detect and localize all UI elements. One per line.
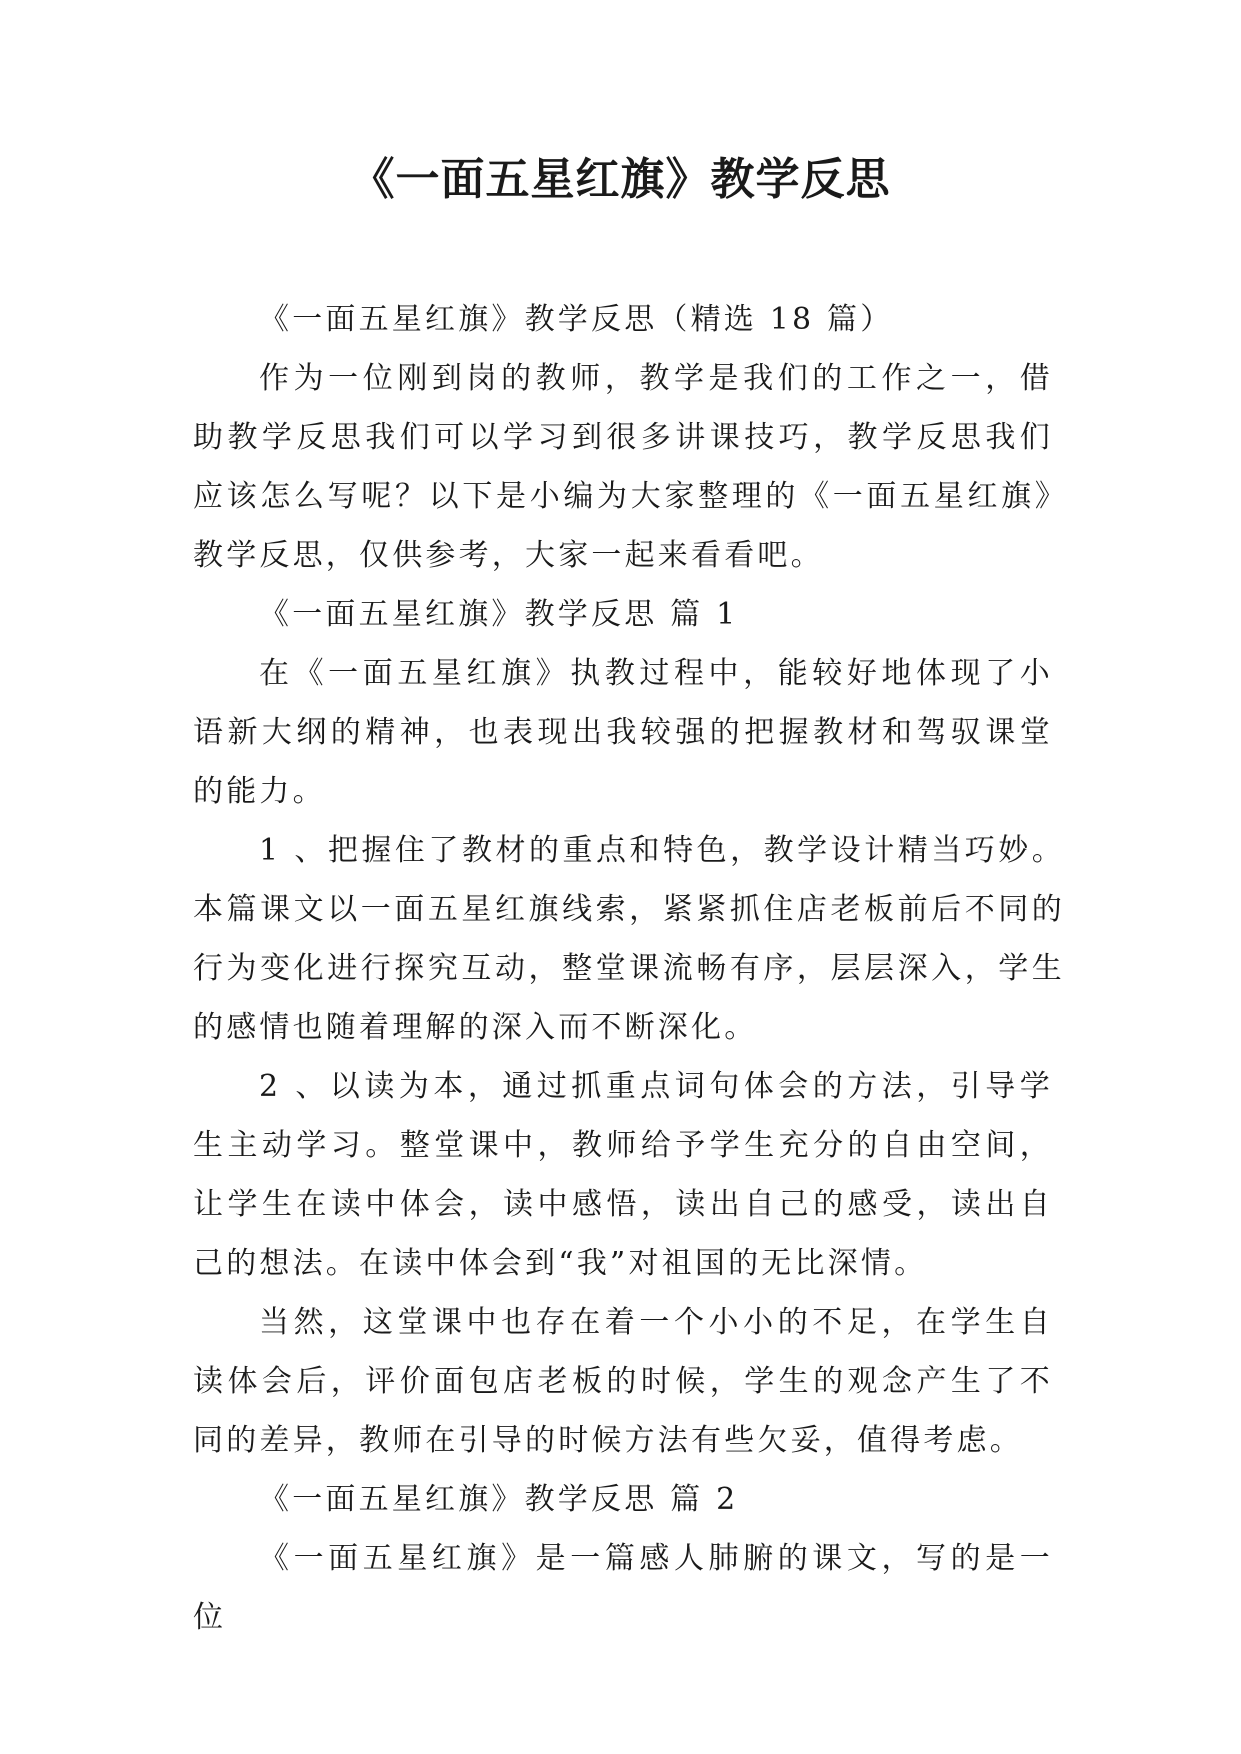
section-1-paragraph-1: 在《一面五星红旗》执教过程中，能较好地体现了小语新大纲的精神，也表现出我较强的把握教材和驾驭课堂的能力。 bbox=[193, 656, 1053, 809]
section-2-paragraph-1: 《一面五星红旗》是一篇感人肺腑的课文，写的是一位 bbox=[193, 1541, 1053, 1635]
section-1-conclusion: 当然，这堂课中也存在着一个小小的不足，在学生自读体会后，评价面包店老板的时候，学生的观念产生了不同的差异，教师在引导的时候方法有些欠妥，值得考虑。 bbox=[193, 1305, 1053, 1458]
intro-paragraph: 作为一位刚到岗的教师，教学是我们的工作之一，借助教学反思我们可以学习到很多讲课技巧，教学反思我们应该怎么写呢？以下是小编为大家整理的《一面五星红旗》教学反思，仅供参考，大家一起来看看吧。 bbox=[193, 361, 1053, 573]
section-1-point-2: 2 、以读为本，通过抓重点词句体会的方法，引导学生主动学习。整堂课中，教师给予学生充分的自由空间，让学生在读中体会，读中感悟，读出自己的感受，读出自己的想法。在读中体会到“我”对祖国的无比深情。 bbox=[193, 1069, 1053, 1281]
document-body bbox=[193, 290, 1065, 1647]
document-title: 《一面五星红旗》教学反思 bbox=[350, 154, 891, 205]
section-heading-2: 《一面五星红旗》教学反思 篇 2 bbox=[259, 1482, 739, 1517]
section-heading-1: 《一面五星红旗》教学反思 篇 1 bbox=[259, 597, 739, 632]
subtitle-paragraph: 《一面五星红旗》教学反思（精选 18 篇） bbox=[259, 302, 894, 337]
section-1-point-1: 1 、把握住了教材的重点和特色，教学设计精当巧妙。本篇课文以一面五星红旗线索，紧紧抓住店老板前后不同的行为变化进行探究互动，整堂课流畅有序，层层深入，学生的感情也随着理解的深入而不断深化。 bbox=[193, 833, 1065, 1045]
